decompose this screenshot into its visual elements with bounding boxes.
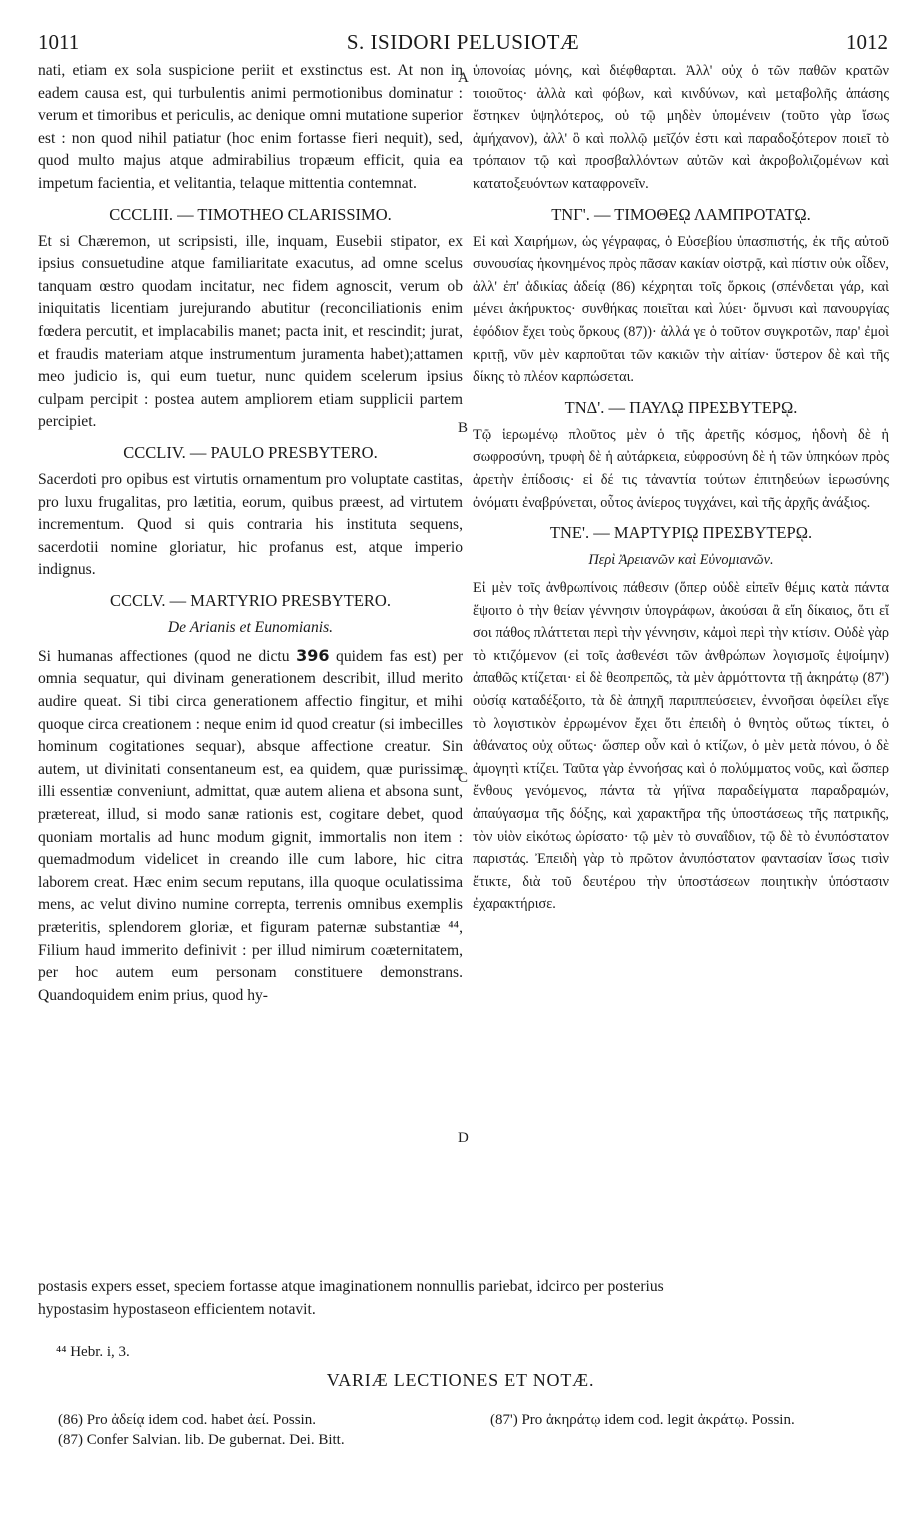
variae-lectiones-heading: VARIÆ LECTIONES ET NOTÆ. (326, 1370, 595, 1390)
latin-letter-354: Sacerdoti pro opibus est virtutis ornamentum pro voluptate castitas, pro luxu frugalitas, pro lætitia, eorum, quibus præest, ad virtutem incrementum. Quod si quis contraria his instituta sequens, sacerdotii nomine gloriatur, hic profanus est, atque imperio indignus. (38, 470, 463, 579)
migne-page-marker: 396 (296, 645, 330, 665)
footnote-hebrews: ⁴⁴ Hebr. i, 3. (56, 1344, 130, 1360)
greek-letter-353: Εἰ καὶ Χαιρήμων, ὡς γέγραφας, ὁ Εὐσεβίου ὑπασπιστής, ἐκ τῆς αὐτοῦ συνουσίας ἠκονημένος πρὸς πᾶσαν κακίαν οἰστρᾷ, καὶ πίστιν οὐκ οἶδεν, ἀλλ' ἐπ' ἀδικίας ἀδείᾳ (86) κέχρηται τοῖς ὅρκοις (σπένδεται γάρ, καὶ μένει ἀκήρυκτος· συνθήκας ποιεῖται καὶ λύει· ὄμνυσι καὶ πανουργίας ἐφόδιον ἔχει τοὺς ὅρκους (87))· ἀλλά γε ὁ τοῦτον συγκροτῶν, παρ' ἐμοὶ κριτῇ, νῦν μὲν καρποῦται τῶν κακιῶν τὴν αἰτίαν· ὕστερον δὲ καὶ τῆς δίκης τὸ πλέον καρπώσεται. (473, 233, 889, 386)
latin-letter-355 (38, 645, 463, 1008)
latin-final-line: hypostasim hypostaseon efficientem notavit. (38, 1301, 316, 1318)
greek-subheading-355: Περὶ Ἀρειανῶν καὶ Εὐνομιανῶν. (588, 552, 774, 569)
page-number-right: 1012 (846, 30, 888, 54)
latin-heading-354: CCCLIV. — PAULO PRESBYTERO. (123, 442, 378, 462)
page-number-left: 1011 (38, 30, 80, 54)
latin-closing-line: postasis expers esset, speciem fortasse atque imaginationem nonnullis pariebat, idcirco per posterius (38, 1278, 664, 1295)
running-title: S. ISIDORI PELUSIOTÆ (346, 30, 580, 54)
margin-letter-c: C (458, 770, 469, 786)
latin-letter-353: Et si Chæremon, ut scripsisti, ille, inquam, Eusebii stipator, ex ipsius consuetudine atque familiaritate exacutus, ad omne scelus tanquam œstro quodam incitatur, nec fidem agnoscit, verum ob iniquitatis licentiam jurejurando abutitur (reconciliationis enim fœdera percutit, et implacabilis manet; pacta init, et rescindit; jurat, et fraudis materiam atque instrumentum juramenta habet);attamen meo judicio is, qui eum tuetur, nunc quidem scelerum ipsius culpam percipit : postea autem ampliorem etiam supplicii partem percipiet. (38, 232, 463, 431)
greek-intro-paragraph: ὑπονοίας μόνης, καὶ διέφθαρται. Ἀλλ' οὐχ ὁ τῶν παθῶν κρατῶν τοιοῦτος· ἀλλὰ καὶ φόβων, καὶ κινδύνων, καὶ μεταβολῆς ἁπάσης ἕστηκεν ὑψηλότερος, οὐ τῷ μηδὲν ὑπομένειν (τοῦτο γὰρ ἴσως ἀμήχανον), ἀλλ' ὃ καὶ πολλῷ μεῖζόν ἐστι καὶ παραδοξότερον ποιεῖ τὸ τρόπαιον τῷ καὶ προσβαλλόντων αὐτῶν καὶ ἀκροβολιζομένων καὶ κατατοξευόντων καταφρονεῖν. (473, 63, 889, 192)
note-87-prime: (87') Pro ἀκηράτῳ idem cod. legit ἀκράτῳ. Possin. (490, 1412, 795, 1428)
margin-letter-a: A (458, 70, 469, 86)
latin-subheading-355: De Arianis et Eunomianis. (167, 618, 334, 636)
greek-heading-353: ΤΝΓ'. — ΤΙΜΟΘΕῼ ΛΑΜΠΡΟΤΑΤῼ. (551, 204, 811, 224)
note-87: (87) Confer Salvian. lib. De gubernat. Dei. Bitt. (58, 1432, 345, 1448)
latin-letter-355-rest: quidem fas est) per omnia sequatur, qui divinam generationem describit, illud merito audire queat. Si tibi circa generationem affectio fingitur, et mihi quoque circa creationem : neque enim id quod creatur (si imbecilles hominum cogitationes sequar), absque affectione creatur. Sin autem, ut divinitati consentaneum est, ea quidem, quæ purissimæ illi essentiæ conveniunt, admittat, quæ autem aliena et absona sunt, prætereat, illud, si modo sanæ rationis est, cogitare debet, quod quoniam mortalis ad hunc modum gignit, immortalis non item : quemadmodum videlicet in creando ille cum labore, hic citra laborem creat. Hæc enim secum reputans, illa quoque oculatissima mens, ac velut divino numine correpta, terrenis omnibus exemplis præteritis, splendorem gloriæ, et figuram paternæ substantiæ ⁴⁴, Filium haud immerito definivit : per illud nimirum coæternitatem, per hoc autem eum personam constituere demonstrans. Quandoquidem enim prius, quod hy- (38, 647, 464, 1004)
running-header (38, 30, 888, 60)
latin-letter-355-start: Si humanas affectiones (quod ne dictu (38, 647, 290, 665)
greek-heading-355: ΤΝΕ'. — ΜΑΡΤΥΡΙῼ ΠΡΕΣΒΥΤΕΡῼ. (549, 523, 813, 543)
latin-heading-353: CCCLIII. — TIMOTHEO CLARISSIMO. (109, 204, 392, 224)
greek-letter-354: Τῷ ἱερωμένῳ πλοῦτος μὲν ὁ τῆς ἀρετῆς κόσμος, ἡδονὴ δὲ ἡ σωφροσύνη, τρυφὴ δὲ ἡ αὐτάρκεια, εὐφροσύνη δὲ ἡ τῶν ὑπηκόων πρὸς ἀρετὴν ἐπίδοσις· εἰ δέ τις τἀναντία τούτων ἐπιτηδεύων ἱερωσύνης ὀνόματι ἐναβρύνεται, οὗτος ἀνίερος τυγχάνει, καὶ τῆς ἀρχῆς ἀνάξιος. (473, 426, 889, 511)
margin-letter-b: B (458, 420, 469, 436)
latin-heading-355: CCCLV. — MARTYRIO PRESBYTERO. (110, 590, 391, 610)
note-86: (86) Pro ἀδείᾳ idem cod. habet ἀεί. Possin. (58, 1412, 316, 1428)
latin-column (38, 60, 463, 1015)
greek-letter-355: Εἰ μὲν τοῖς ἀνθρωπίνοις πάθεσιν (ὅπερ οὐδὲ εἰπεῖν θέμις κατὰ πάντα ἕψοιτο ὁ τὴν θείαν γέννησιν ὑπογράφων, ἀκούσαι ἂ εἴη δίκαιος, ὅτι εἴ σοι πάθος πλάττεται περὶ τὴν γέννησιν, κἀμοὶ περὶ τὴν κτίσιν. Οὐδὲ γὰρ τὸ κτιζόμενον (εἰ τοῖς ἀσθενέσι τῶν ἀνθρώπων λογισμοῖς ἑψοίμην) ἀπαθῶς κτίζεται· εἰ δὲ θεοπρεπῶς, τὰ μὲν ἁρμόττοντα τῇ ἀκηράτῳ (87') οὐσίᾳ καταδέξοιτο, τὰ δὲ ἀπηχῆ παριππεύσειεν, ἐννοῆσαι ὀφείλει εἴγε τὸ λογιστικὸν ἐρρωμένον ἔχει ὅτι ἐπειδὴ ὁ θνητὸς οὕτως τίκτει, ὁ ἀθάνατος οὐχ οὕτως· ὥσπερ οὖν καὶ ὁ κτίζων, ὁ μὲν μετὰ πόνου, ὁ δὲ ἀμογητὶ κτίζει. Ταῦτα γὰρ ἐννοήσας καὶ ὁ πολύμματος νοῦς, καὶ ὥσπερ ἔνθους γενόμενος, πάντα τὰ γήϊνα παραδείγματα παραδραμών, ἀπαύγασμα τῆς δόξης, καὶ χαρακτῆρα τῆς ὑποστάσεως τῆς πατρικῆς, τὸν υἱὸν εἰκότως ὡρίσατο· τῷ μὲν τὸ συναΐδιον, τῷ δὲ τὸ ἐνυπόστατον παριστάς. Ἐπειδὴ γὰρ τὸ πρῶτον ἀνυπόστατον φαντασίαν ἴσως τισὶν ἔτικτε, διὰ τοῦ δευτέρου τὴν ὑποστάσεων ποιητικὴν ὑπόστασιν ἐχαρακτήρισε. (473, 580, 889, 913)
greek-heading-354: ΤΝΔ'. — ΠΑΥΛῼ ΠΡΕΣΒΥΤΕΡῼ. (564, 397, 798, 417)
greek-column (473, 60, 889, 924)
margin-letter-d: D (458, 1130, 469, 1146)
latin-intro-paragraph: nati, etiam ex sola suspicione periit et exstinctus est. At non in eadem causa est, qui turbulentis animi permotionibus dominatur : verum et timoribus et periculis, ac denique omni mutatione superior est : non quod nihil patiatur (hoc enim fortasse fieri nequit), sed, quod multo majus atque admirabilius tropæum efficit, quia ea impetum facientia, et velitantia, telaque mittentia contemnat. (38, 62, 463, 192)
